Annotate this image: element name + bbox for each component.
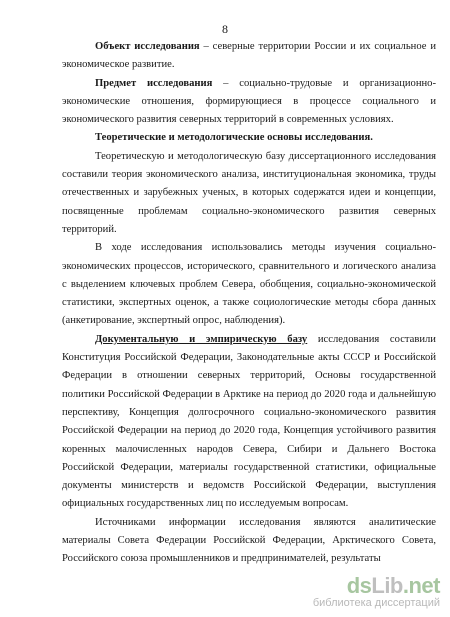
paragraph-documentary-base-text: исследования составили Конституция Российской Федерации, Законодательные акты СССР и Российской Федерации в отношении северных территорий, Основы государственной политики Российской Федерации в Арктике на период до 2020 года и дальнейшую перспективу, Концепция долгосрочного социально-экономического развития Российской Федерации на период до 2020 года, Концепция устойчивого развития коренных малочисленных народов Севера, Сибири и Дальнего Востока Российской Федерации, материалы государственной статистики, официальные документы министерств и ведомств Российской Федерации, выступления официальных государственных лиц по исследуемым вопросам. [62,333,436,510]
term-object: Объект исследования [95,41,200,52]
paragraph-subject-text: – социально-трудовые и организационно-экономические отношения, формирующиеся в процессе социального и экономического развития северных территорий в современных условиях. [62,77,436,126]
paragraph-subject [62,75,436,130]
paragraph-documentary-base [62,331,436,514]
term-subject: Предмет исследования [95,77,213,89]
watermark-title: dsLib.net [346,573,440,598]
document-body [62,38,436,569]
page-number: 8 [222,22,228,36]
paragraph-object [62,38,436,75]
section-heading-foundations: Теоретические и методологические основы исследования. [95,132,373,144]
paragraph-theory: Теоретическую и методологическую базу диссертационного исследования составили теория экономического анализа, институциональная экономика, труды отечественных и зарубежных ученых, в которых содержатся идеи и концепции, посвященные проблемам социально-экономического развития северных территорий. [62,150,436,235]
watermark-logo [270,573,440,611]
watermark-subtitle: библиотека диссертаций [312,597,440,609]
term-documentary-base: Документальную и эмпирическую базу [95,333,308,345]
paragraph-sources: Источниками информации исследования являются аналитические материалы Совета Федерации Российской Федерации, Арктического Совета, Российского союза промышленников и предпринимателей, результаты [62,516,436,565]
paragraph-methods: В ходе исследования использовались методы изучения социально-экономических процессов, исторического, сравнительного и логического анализа с выделением ключевых проблем Севера, обобщения, социально-экономической статистики, экспертных оценок, а также социологические методы сбора данных (анкетирование, экспертный опрос, наблюдения). [62,242,436,327]
paragraph-object-text: – северные территории России и их социальное и экономическое развитие. [62,41,436,71]
